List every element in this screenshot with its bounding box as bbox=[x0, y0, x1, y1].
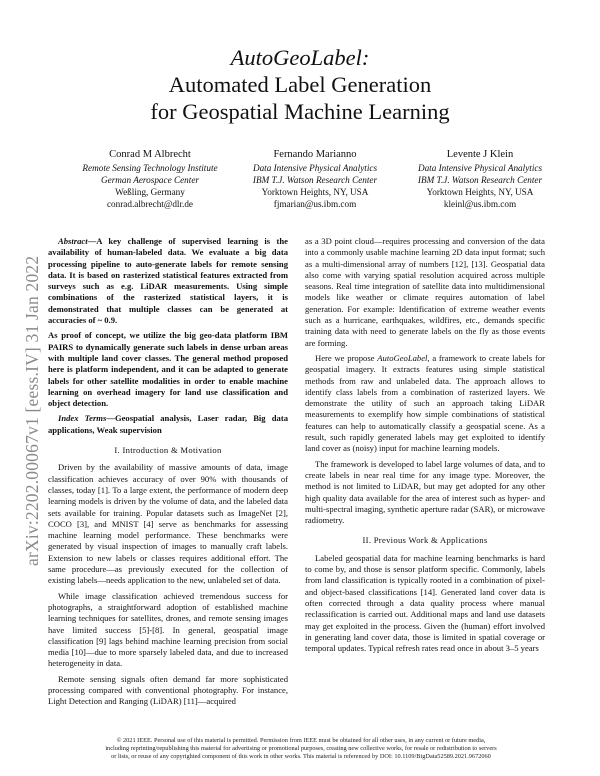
p2-post: , a framework to create labels for geospatial imagery. It extracts features using simple statistical methods from raw and unlabeled data. The approach allows to identify class labels from a combination of rasterized layers. We demonstrate the utility of such an approach taking LiDAR measurements to exemplify how simple combinations of statistical features can help to automatically classify a geospatial scene. As a result, such rapidly generated labels may get exploited to identify land cover as (noisy) input for machine learning models. bbox=[305, 352, 546, 454]
footer-line-3: or lists, or reuse of any copyrighted component of this work in other works. This material is referenced by DOI: 10.1109/BigData52589.2021.9672060 bbox=[111, 753, 491, 761]
abstract-label: Abstract bbox=[58, 236, 88, 246]
right-column bbox=[305, 236, 545, 658]
title-line-2: Automated Label Generation bbox=[168, 72, 432, 97]
title-line-1: AutoGeoLabel: bbox=[230, 45, 370, 70]
footer-line-2: including reprinting/republishing this material for advertising or promotional purposes, creating new collective works, for resale or redistribution to servers bbox=[105, 745, 497, 753]
left-column bbox=[48, 236, 288, 712]
author-email: fjmarian@us.ibm.com bbox=[273, 199, 357, 209]
p2-framework-name: AutoGeoLabel bbox=[377, 352, 428, 363]
section-heading-2: II. Previous Work & Applications bbox=[362, 535, 488, 546]
arxiv-identifier: arXiv:2202.00067v1 [eess.IV] 31 Jan 2022 bbox=[22, 255, 42, 566]
author-affiliation: Data Intensive Physical Analytics bbox=[417, 163, 543, 173]
right-paragraph-3: The framework is developed to label large volumes of data, and to create labels in near real time for any image type. Moreover, the method is not limited to LiDAR, but may get adopted for any other high quality data available for the area of interest such as hyper- and multi-spectral imaging, synthetic aperture radar (SAR), or microwave radiometry. bbox=[305, 458, 545, 526]
index-terms-label: Index Terms bbox=[58, 413, 107, 424]
author-block bbox=[60, 148, 570, 208]
author-3 bbox=[390, 148, 570, 210]
author-2 bbox=[225, 148, 405, 210]
abstract-text: —A key challenge of supervised learning is the availability of human-labeled data. We evaluate a big data processing pipeline to auto-generate labels for remote sensing data. It is based on rasterized statistical features extracted from surveys such as e.g. LiDAR measurements. Using simple combinations of the rasterized statistical layers, it is demonstrated that multiple classes can be generated at accuracies of ~ 0.9. bbox=[48, 236, 288, 326]
author-organization: German Aerospace Center bbox=[101, 175, 199, 185]
paper-title bbox=[120, 44, 480, 125]
author-location: Yorktown Heights, NY, USA bbox=[426, 187, 534, 197]
author-name: Conrad M Albrecht bbox=[109, 149, 191, 160]
author-affiliation: Remote Sensing Technology Institute bbox=[82, 163, 218, 173]
intro-paragraph-1: Driven by the availability of massive amounts of data, image classification achieves accuracy of over 90% with thousands of classes, today [1]. To a large extent, the performance of modern deep learning models is driven by the volume of data, and the labeled data sets available for training. Popular datasets such as ImageNet [2], COCO [3], and MNIST [4] serve as benchmarks for assessing machine learning model performance. These benchmarks were generated by visual inspection of images to manually craft labels. Extension to new labels or classes requires additional effort. The same procedure—as previously executed for the collection of existing labels—needs application to the new, unlabeled set of data. bbox=[48, 462, 288, 586]
title-line-3: for Geospatial Machine Learning bbox=[150, 99, 450, 124]
author-organization: IBM T.J. Watson Research Center bbox=[252, 175, 378, 185]
right-paragraph-1: as a 3D point cloud—requires processing and conversion of the data into a commonly usable machine learning 2D data input format; such as a multi-dimensional array of numbers [12], [13]. Geospatial data also come with varying spatial resolution acquired across multiple seasons. Real time integration of satellite data into multidimensional models like weather or climate requires automation of label generation. For example: Identification of extreme weather events such as a hurricane, earthquakes, wildfires, etc., demands specific training data with need to generate labels on the fly as those events are forming. bbox=[305, 236, 545, 348]
right-paragraph-4: Labeled geospatial data for machine learning benchmarks is hard to come by, and those is sensor platform specific. Commonly, labels from land classification is typically rooted in a combination of pixel- and object-based classifications [14]. Generated land cover data is often corrected through a data quality process where manual reclassification is carried out. Additional maps and land use datasets may get exploited in the process. Given the (human) effort involved in generating land cover data, those is limited in spatial coverage or temporal updates. Typical refresh rates read once in about 3–5 years bbox=[305, 552, 545, 654]
author-name: Levente J Klein bbox=[446, 149, 514, 160]
author-email: kleinl@us.ibm.com bbox=[443, 199, 517, 209]
author-1 bbox=[60, 148, 240, 210]
abstract bbox=[48, 236, 288, 326]
index-terms-text: —Geospatial analysis, Laser radar, Big data applications, Weak supervision bbox=[48, 413, 288, 435]
abstract-text-2: As proof of concept, we utilize the big geo-data platform IBM PAIRS to dynamically generate such labels in dense urban areas with multiple land cover classes. The general method proposed here is platform independent, and it can be adapted to generate labels for other satellite modalities in order to enable machine learning on overhead imagery for land use classification and object detection. bbox=[48, 330, 288, 409]
author-name: Fernando Marianno bbox=[273, 149, 357, 160]
copyright-footer bbox=[46, 737, 556, 762]
section-heading-1: I. Introduction & Motivation bbox=[114, 445, 222, 456]
author-location: Yorktown Heights, NY, USA bbox=[261, 187, 369, 197]
author-affiliation: Data Intensive Physical Analytics bbox=[252, 163, 378, 173]
author-email: conrad.albrecht@dlr.de bbox=[106, 199, 193, 209]
author-organization: IBM T.J. Watson Research Center bbox=[417, 175, 543, 185]
right-paragraph-2 bbox=[305, 353, 545, 455]
p2-pre: Here we propose bbox=[315, 352, 378, 363]
footer-line-1: © 2021 IEEE. Personal use of this material is permitted. Permission from IEEE must be obtained for all other uses, in any current or future media, bbox=[116, 737, 486, 744]
intro-paragraph-2: While image classification achieved tremendous success for photographs, a straightforward adoption of established machine learning techniques for satellites, drones, and remote sensing images have limited success [5]-[8]. In general, geospatial image classification [9] lags behind machine learning precision from social media [10]—due to more sparsely labeled data, and due to increased heterogeneity in data. bbox=[48, 590, 288, 669]
author-location: Weßling, Germany bbox=[115, 187, 185, 197]
index-terms bbox=[48, 413, 288, 436]
intro-paragraph-3: Remote sensing signals often demand far more sophisticated processing compared with conventional photography. For instance, Light Detection and Ranging (LiDAR) [11]—acquired bbox=[48, 673, 288, 707]
